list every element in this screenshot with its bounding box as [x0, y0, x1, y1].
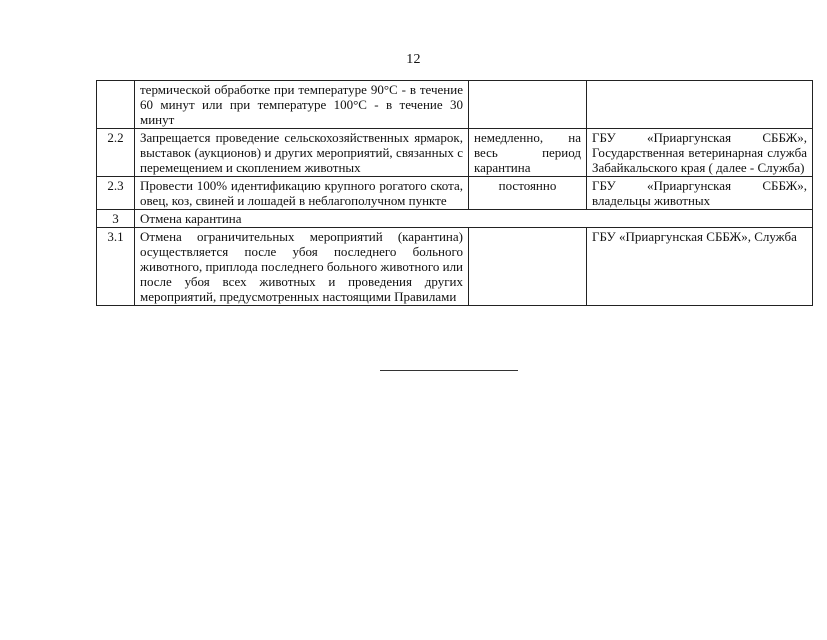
measure-cell: Запрещается проведение сельскохозяйственных ярмарок, выставок (аукционов) и других мероприятий, связанных с перемещением и скоплением животных	[135, 129, 469, 177]
table-row	[97, 129, 813, 177]
measures-table	[96, 80, 813, 306]
row-number: 2.2	[97, 129, 135, 177]
row-number: 2.3	[97, 177, 135, 210]
term-cell: постоянно	[469, 177, 587, 210]
row-number: 3	[97, 210, 135, 228]
row-number	[97, 81, 135, 129]
row-number: 3.1	[97, 228, 135, 306]
measure-cell: термической обработке при температуре 90°С - в течение 60 минут или при температуре 100°С - в течение 30 минут	[135, 81, 469, 129]
page-number: 12	[406, 52, 421, 67]
measure-cell: Провести 100% идентификацию крупного рогатого скота, овец, коз, свиней и лошадей в неблагополучном пункте	[135, 177, 469, 210]
responsible-cell: ГБУ «Приаргунская СББЖ», владельцы животных	[587, 177, 813, 210]
responsible-cell: ГБУ «Приаргунская СББЖ», Государственная ветеринарная служба Забайкальского края ( далее - Служба)	[587, 129, 813, 177]
table-row	[97, 228, 813, 306]
term-cell	[469, 81, 587, 129]
responsible-cell	[587, 81, 813, 129]
term-cell: немедленно, на весь период карантина	[469, 129, 587, 177]
term-cell	[469, 228, 587, 306]
section-title: Отмена карантина	[135, 210, 813, 228]
table-row	[97, 81, 813, 129]
separator-line	[380, 370, 518, 371]
table-row	[97, 210, 813, 228]
measure-cell: Отмена ограничительных мероприятий (карантина) осуществляется после убоя последнего больного животного, приплода последнего больного животного или после убоя всех животных и проведения других мероприятий, предусмотренных настоящими Правилами	[135, 228, 469, 306]
responsible-cell: ГБУ «Приаргунская СББЖ», Служба	[587, 228, 813, 306]
table-row	[97, 177, 813, 210]
